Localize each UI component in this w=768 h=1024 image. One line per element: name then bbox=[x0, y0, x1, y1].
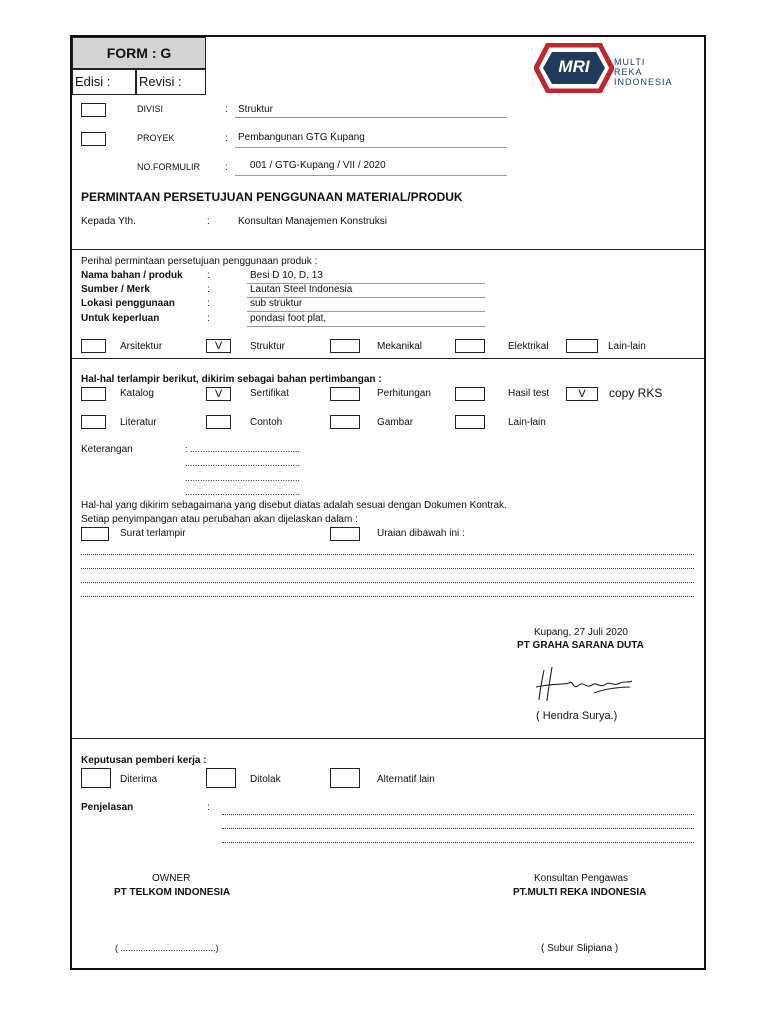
surat-terlampir-checkbox[interactable] bbox=[81, 527, 109, 541]
uraian-line-2 bbox=[81, 568, 694, 569]
signer-name: ( Hendra Surya.) bbox=[536, 710, 618, 722]
surat-terlampir-label: Surat terlampir bbox=[120, 528, 186, 539]
logo-mark-text: MRI bbox=[558, 57, 590, 76]
ditolak-label: Ditolak bbox=[250, 774, 281, 785]
keterangan-line-1: : ............................................ bbox=[185, 444, 301, 454]
uraian-checkbox[interactable] bbox=[330, 527, 360, 541]
divisi-checkbox[interactable] bbox=[81, 103, 106, 117]
proyek-value: Pembangunan GTG Kupang bbox=[238, 132, 365, 143]
gambar-checkbox[interactable] bbox=[330, 415, 360, 429]
owner-company: PT TELKOM INDONESIA bbox=[114, 887, 231, 898]
nama-colon: : bbox=[207, 270, 210, 281]
perhitungan-label: Perhitungan bbox=[377, 388, 431, 399]
mekanikal-label: Mekanikal bbox=[377, 341, 423, 352]
penjelasan-colon: : bbox=[207, 802, 210, 813]
divisi-underline bbox=[235, 117, 507, 118]
statement-1: Hal-hal yang dikirim sebagaimana yang disebut diatas adalah sesuai dengan Dokumen Kontrak. bbox=[81, 500, 507, 511]
kepada-label: Kepada Yth. bbox=[81, 216, 136, 227]
untuk-colon: : bbox=[207, 313, 210, 324]
lokasi-underline bbox=[247, 311, 485, 312]
lampiran-heading: Hal-hal terlampir berikut, dikirim sebagai bahan pertimbangan : bbox=[81, 374, 382, 385]
place-date: Kupang, 27 Juli 2020 bbox=[534, 627, 628, 638]
literatur-label: Literatur bbox=[120, 417, 157, 428]
company-logo bbox=[534, 43, 673, 95]
penjelasan-line-3 bbox=[222, 842, 694, 843]
handwritten-signature bbox=[534, 665, 634, 705]
lokasi-value: sub struktur bbox=[250, 298, 303, 309]
alternatif-label: Alternatif lain bbox=[377, 774, 435, 785]
nama-label: Nama bahan / produk bbox=[81, 270, 183, 281]
mekanikal-checkbox[interactable] bbox=[330, 339, 360, 353]
keterangan-label: Keterangan bbox=[81, 444, 133, 455]
noform-underline bbox=[235, 175, 507, 176]
katalog-label: Katalog bbox=[120, 388, 154, 399]
page-title: PERMINTAAN PERSETUJUAN PENGGUNAAN MATERIAL/PRODUK bbox=[81, 190, 463, 204]
perihal-intro: Perihal permintaan persetujuan penggunaan produk : bbox=[81, 256, 318, 267]
elektrikal-checkbox[interactable] bbox=[455, 339, 485, 353]
ditolak-checkbox[interactable] bbox=[206, 768, 236, 788]
edisi-cell: Edisi : bbox=[72, 69, 136, 95]
noform-value: 001 / GTG-Kupang / VII / 2020 bbox=[250, 160, 386, 171]
lainlain-label: Lain-lain bbox=[608, 341, 646, 352]
penjelasan-line-1 bbox=[222, 814, 694, 815]
logo-line2: REKA bbox=[614, 67, 643, 77]
keputusan-heading: Keputusan pemberi kerja : bbox=[81, 755, 207, 766]
hasil-test-checkbox[interactable] bbox=[455, 387, 485, 401]
contoh-label: Contoh bbox=[250, 417, 283, 428]
konsultan-company: PT.MULTI REKA INDONESIA bbox=[513, 887, 647, 898]
noform-colon: : bbox=[225, 162, 228, 173]
owner-role: OWNER bbox=[152, 873, 191, 884]
konsultan-signature-line: ( Subur Slipiana ) bbox=[541, 943, 619, 954]
noform-label: NO.FORMULIR bbox=[137, 162, 200, 172]
lainlain-checkbox[interactable] bbox=[566, 339, 598, 353]
divisi-label: DIVISI bbox=[137, 104, 164, 114]
keterangan-line-2: .............................................. bbox=[185, 458, 301, 468]
penjelasan-label: Penjelasan bbox=[81, 802, 134, 813]
kepada-colon: : bbox=[207, 216, 210, 227]
struktur-checkbox[interactable]: V bbox=[206, 339, 231, 353]
proyek-label: PROYEK bbox=[137, 133, 175, 143]
elektrikal-label: Elektrikal bbox=[508, 341, 549, 352]
lokasi-label: Lokasi penggunaan bbox=[81, 298, 175, 309]
perhitungan-checkbox[interactable] bbox=[330, 387, 360, 401]
divisi-colon: : bbox=[225, 104, 228, 115]
uraian-line-1 bbox=[81, 554, 694, 555]
contoh-checkbox[interactable] bbox=[206, 415, 231, 429]
sumber-value: Lautan Steel Indonesia bbox=[250, 284, 353, 295]
diterima-checkbox[interactable] bbox=[81, 768, 111, 788]
signer-company: PT GRAHA SARANA DUTA bbox=[517, 640, 644, 651]
diterima-label: Diterima bbox=[120, 774, 158, 785]
uraian-line-4 bbox=[81, 596, 694, 597]
lampiran-lainlain-label: Lain-lain bbox=[508, 417, 546, 428]
statement-2: Setiap penyimpangan atau perubahan akan dijelaskan dalam : bbox=[81, 514, 358, 525]
untuk-underline bbox=[247, 326, 485, 327]
lampiran-lainlain-checkbox[interactable] bbox=[455, 415, 485, 429]
revisi-cell: Revisi : bbox=[136, 69, 206, 95]
owner-signature-line: ( ......................................) bbox=[115, 943, 219, 953]
kepada-value: Konsultan Manajemen Konstruksi bbox=[238, 216, 387, 227]
hasil-test-label: Hasil test bbox=[508, 388, 550, 399]
divider-2 bbox=[72, 358, 704, 359]
konsultan-role: Konsultan Pengawas bbox=[534, 873, 628, 884]
nama-value: Besi D 10, D. 13 bbox=[250, 270, 323, 281]
logo-line3: INDONESIA bbox=[614, 77, 673, 87]
keterangan-line-4: .............................................. bbox=[185, 487, 301, 497]
form-frame bbox=[70, 35, 706, 970]
uraian-label: Uraian dibawah ini : bbox=[377, 528, 465, 539]
alternatif-checkbox[interactable] bbox=[330, 768, 360, 788]
proyek-checkbox[interactable] bbox=[81, 132, 106, 146]
copy-rks-label: copy RKS bbox=[609, 386, 663, 400]
proyek-colon: : bbox=[225, 133, 228, 144]
proyek-underline bbox=[235, 147, 507, 148]
lokasi-colon: : bbox=[207, 298, 210, 309]
arsitektur-label: Arsitektur bbox=[120, 341, 163, 352]
literatur-checkbox[interactable] bbox=[81, 415, 106, 429]
divider-3 bbox=[72, 738, 704, 739]
copy-rks-checkbox[interactable]: V bbox=[566, 387, 598, 401]
logo-line1: MULTI bbox=[614, 57, 646, 67]
sumber-label: Sumber / Merk bbox=[81, 284, 150, 295]
untuk-label: Untuk keperluan bbox=[81, 313, 160, 324]
struktur-label: Struktur bbox=[250, 341, 286, 352]
penjelasan-line-2 bbox=[222, 828, 694, 829]
sertifikat-checkbox[interactable]: V bbox=[206, 387, 231, 401]
gambar-label: Gambar bbox=[377, 417, 414, 428]
form-label: FORM : G bbox=[72, 37, 206, 69]
keterangan-line-3: .............................................. bbox=[185, 473, 301, 483]
divisi-value: Struktur bbox=[238, 104, 274, 115]
sumber-colon: : bbox=[207, 284, 210, 295]
arsitektur-checkbox[interactable] bbox=[81, 339, 106, 353]
uraian-line-3 bbox=[81, 582, 694, 583]
katalog-checkbox[interactable] bbox=[81, 387, 106, 401]
divider-1 bbox=[72, 249, 704, 250]
sertifikat-label: Sertifikat bbox=[250, 388, 289, 399]
untuk-value: pondasi foot plat, bbox=[250, 313, 327, 324]
